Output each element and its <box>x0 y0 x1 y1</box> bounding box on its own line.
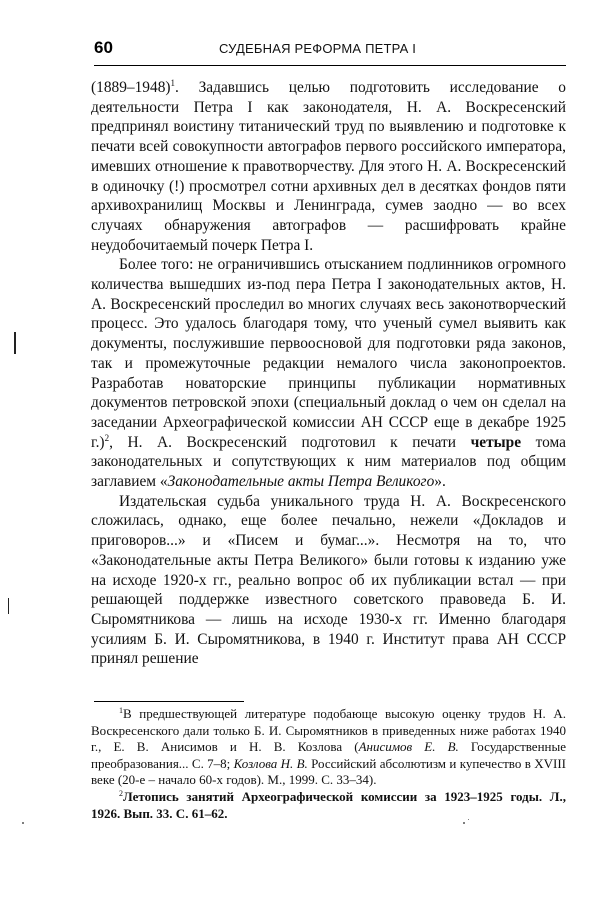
text-span: Более того: не ограничившись отысканием подлинников огромного количества вышедших из-под пера Петра I законодательных актов, Н. А. Воскресенский проследил во многих случаях весь законотворческий процесс. Это удалось благодаря тому, что ученый сумел выявить как документы, послужившие первоосновой для подготовки ряда законов, так и промежуточные редакции немалого числа законопроектов. Разработав новаторские принципы публикации нормативных документов петровской эпохи (специальный доклад о чем он сделал на заседании Археографической комиссии АН СССР еще в декабре 1925 г.) <box>91 256 566 451</box>
header-rule <box>94 65 566 66</box>
page-header <box>94 38 562 62</box>
footnote-2 <box>91 789 566 822</box>
emphasis-bold: четыре <box>470 433 522 451</box>
text-span: Государственные преобразования... С. 7–8; <box>91 739 566 771</box>
running-title: СУДЕБНАЯ РЕФОРМА ПЕТРА I <box>219 41 417 56</box>
scan-speck <box>22 822 24 824</box>
book-title: Законодательные акты Петра Великого <box>167 473 435 491</box>
text-span: Издательская судьба уникального труда Н. А. Воскресенского сложилась, однако, еще более печально, нежели «Докладов и приговоров...» и «Писем и бумаг...». Несмотря на то, что «Законодательные акты Петра Великого» были готовы к изданию уже на исходе 1920-х гг., реально вопрос об их публикации встал — при решающей поддержке известного советского правоведа Б. И. Сыромятникова — лишь на исходе 1930-х гг. Именно благодаря усилиям Б. И. Сыромятникова, в 1940 г. Институт права АН СССР принял решение <box>91 492 566 668</box>
scan-speck <box>468 819 469 820</box>
page-number: 60 <box>94 38 113 57</box>
text-span: . Задавшись целью подготовить исследование о деятельности Петра I как законодателя, Н. А. Воскресенский предпринял воистину титанический труд по выявлению и подготовке к печати всей совокупности автографов первого российского императора, имевших отношение к правотворчеству. Для этого Н. А. Воскресенский в одиночку (!) просмотрел сотни архивных дел в десятках фондов пяти архивохранилищ Москвы и Ленинграда, сумев заодно — во всех случаях обнаружения автографов — расшифровать крайне неудобочитаемый почерк Петра I. <box>91 79 566 254</box>
text-span: (1889–1948) <box>91 79 171 96</box>
text-span: ». <box>434 473 446 491</box>
footnote-1 <box>91 706 566 789</box>
author-ref: Козлова Н. В. <box>233 755 308 771</box>
text-span: тома законодательных и сопутствующих к ним материалов под общим заглавием « <box>91 433 566 491</box>
text-span: Летопись занятий Археографической комиссии за 1923–1925 годы. Л., 1926. Вып. 33. С. 61–62. <box>91 788 566 821</box>
text-span: , Н. А. Воскресенский подготовил к печати <box>109 433 471 451</box>
scan-speck <box>463 822 465 824</box>
footnotes <box>91 706 566 822</box>
footnote-number: 2 <box>119 788 123 798</box>
footnote-ref-1[interactable]: 1 <box>170 78 176 88</box>
footnote-ref-2[interactable]: 2 <box>104 432 110 443</box>
margin-mark <box>14 332 16 354</box>
text-span: В предшествующей литературе подобающе высокую оценку трудов Н. А. Воскресенского дали только Б. И. Сыромятников в приведенных ниже работах 1940 г., Е. В. Анисимов и Н. В. Козлова ( <box>91 706 566 755</box>
footnote-number: 1 <box>119 706 123 715</box>
footnote-rule <box>94 701 244 702</box>
paragraph-3 <box>91 492 566 669</box>
text-span: Российский абсолютизм и купечество в XVIII веке (20-е – начало 60-х годов). М., 1999. С. 33–34). <box>91 755 566 788</box>
paragraph-1 <box>91 78 566 255</box>
body-text <box>91 78 566 669</box>
author-ref: Анисимов Е. В. <box>358 739 459 755</box>
margin-mark <box>8 598 9 614</box>
paragraph-2 <box>91 255 566 491</box>
